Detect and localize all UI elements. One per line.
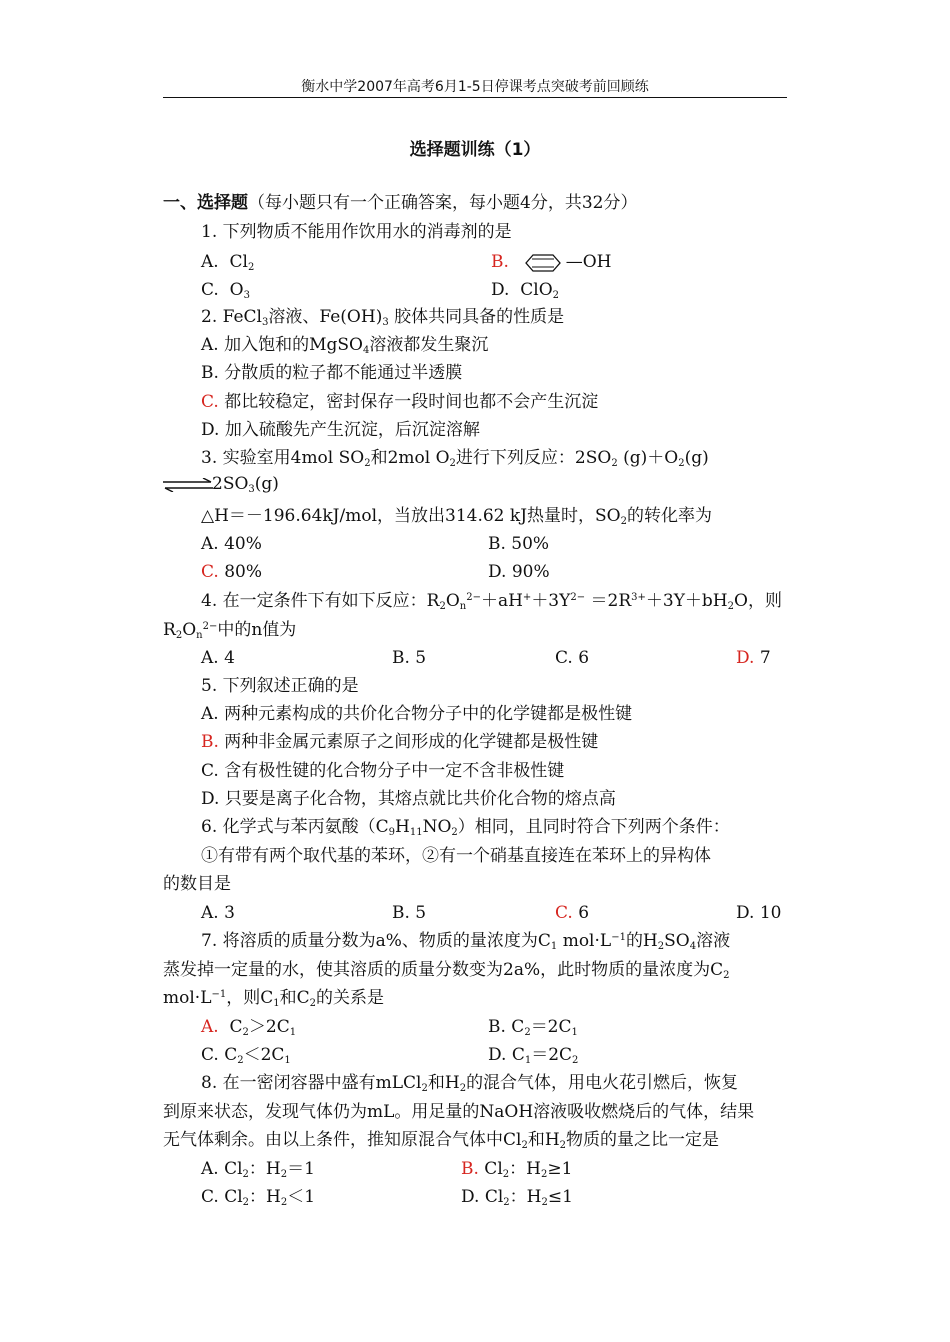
header-rule <box>163 97 787 98</box>
answer-mark: B. <box>201 732 219 752</box>
q1-option-a: A. $Cl_2$ <box>201 252 255 273</box>
section-heading <box>163 193 637 215</box>
q4-option-d: D. 7 <box>736 648 771 668</box>
section-note: （每小题只有一个正确答案，每小题4分，共32分） <box>248 193 638 213</box>
answer-mark: B. <box>461 1159 479 1179</box>
q8-stem: 8. 在一密闭容器中盛有mLCl$_2$和$H_2$的混合气体，用电火花引燃后，恢复 <box>201 1073 739 1094</box>
q3-product: $2SO_3(g)$ <box>212 474 279 495</box>
q8-option-b: B. $Cl_2$：$H_2\ge 1$ <box>461 1159 573 1180</box>
q5-stem: 5. 下列叙述正确的是 <box>201 676 359 696</box>
q2-option-d: D. 加入硫酸先产生沉淀，后沉淀溶解 <box>201 420 480 440</box>
q4-option-a: A. 4 <box>201 648 235 668</box>
answer-mark: C. <box>555 903 573 923</box>
q3-option-c: C. 80% <box>201 562 263 582</box>
q7-option-c: C. $C_2<2C_1$ <box>201 1045 291 1066</box>
q8-stem-line3: 无气体剩余。由以上条件，推知原混合气体中$Cl_2$和$H_2$物质的量之比一定是 <box>163 1130 720 1151</box>
q2-option-c: C. 都比较稳定，密封保存一段时间也都不会产生沉淀 <box>201 392 599 412</box>
q4-option-b: B. 5 <box>392 648 427 668</box>
q8-option-c: C. $Cl_2$：$H_2<1$ <box>201 1187 316 1208</box>
q6-stem-line2: ①有带有两个取代基的苯环，②有一个硝基直接连在苯环上的异构体 <box>201 846 711 866</box>
q3-enthalpy: △H＝－196.64kJ/mol，当放出314.62 kJ热量时，$SO_2$的转化率为 <box>201 506 712 527</box>
answer-mark: C. <box>201 392 219 412</box>
q6-option-b: B. 5 <box>392 903 427 923</box>
q6-option-a: A. 3 <box>201 903 235 923</box>
q5-option-c: C. 含有极性键的化合物分子中一定不含非极性键 <box>201 761 565 781</box>
q2-stem: 2. FeCl$_3$溶液、$Fe(OH)_3$ 胶体共同具备的性质是 <box>201 307 565 328</box>
answer-mark: A. <box>201 1017 219 1037</box>
q8-option-d: D. $Cl_2$：$H_2\le 1$ <box>461 1187 573 1208</box>
q6-option-c: C. 6 <box>555 903 590 923</box>
q8-option-a: A. $Cl_2$：$H_2=1$ <box>201 1159 315 1180</box>
q7-stem-line3: $mol\cdot L^{-1}$，则$C_1$和$C_2$的关系是 <box>163 988 385 1009</box>
answer-mark: C. <box>201 562 219 582</box>
answer-mark: B. <box>491 252 509 272</box>
equilibrium-arrow-icon <box>163 478 213 492</box>
q3-option-d: D. 90% <box>488 562 550 582</box>
q6-stem-line3: 的数目是 <box>163 874 231 894</box>
q7-option-a: A. $C_2>2C_1$ <box>201 1017 297 1038</box>
q5-option-d: D. 只要是离子化合物，其熔点就比共价化合物的熔点高 <box>201 789 616 809</box>
q2-option-a: A. 加入饱和的MgSO$_4$溶液都发生聚沉 <box>201 335 489 356</box>
q1-option-c: C. $O_3$ <box>201 280 250 301</box>
q3-option-a: A. 40% <box>201 534 262 554</box>
q8-stem-line2: 到原来状态，发现气体仍为mL。用足量的NaOH溶液吸收燃烧后的气体，结果 <box>163 1102 755 1122</box>
q1-option-b: B. —OH <box>491 252 612 272</box>
q4-option-c: C. 6 <box>555 648 590 668</box>
q7-stem: 7. 将溶质的质量分数为a%、物质的量浓度为$C_1$ $mol\cdot L^{-1}$的$H_2SO_4$溶液 <box>201 931 731 952</box>
section-label: 一、选择题 <box>163 193 248 213</box>
q5-option-a: A. 两种元素构成的共价化合物分子中的化学键都是极性键 <box>201 704 633 724</box>
q3-stem: 3. 实验室用4mol $SO_2$和2mol $O_2$进行下列反应：$2SO_2$ $(g)+O_2(g)$ <box>201 448 709 469</box>
q1-stem: 1. 下列物质不能用作饮用水的消毒剂的是 <box>201 222 512 242</box>
q6-option-d: D. 10 <box>736 903 782 923</box>
q4-stem: 4. 在一定条件下有如下反应：$R_2O_n^{2-}+aH^++3Y^{2-} =2R^{3+}+3Y+bH_2O$，则 <box>201 591 782 612</box>
q6-stem: 6. 化学式与苯丙氨酸$(C_9H_{11}NO_2)$相同，且同时符合下列两个条件： <box>201 817 730 838</box>
q5-option-b: B. 两种非金属元素原子之间形成的化学键都是极性键 <box>201 732 599 752</box>
q4-stem-line2: $R_2O_n^{2-}$中的n值为 <box>163 620 297 641</box>
q7-option-d: D. $C_1=2C_2$ <box>488 1045 579 1066</box>
q7-stem-line2: 蒸发掉一定量的水，使其溶质的质量分数变为2a%，此时物质的量浓度为$C_2$ <box>163 960 730 981</box>
page-title: 选择题训练（1） <box>409 140 541 160</box>
q7-option-b: B. $C_2=2C_1$ <box>488 1017 578 1038</box>
answer-mark: D. <box>736 648 755 668</box>
q1-option-d: D. ClO$_2$ <box>491 280 560 301</box>
q3-option-b: B. 50% <box>488 534 550 554</box>
benzene-ring-icon <box>520 253 566 273</box>
page-header: 衡水中学2007年高考6月1-5日停课考点突破考前回顾练 <box>301 79 649 95</box>
q2-option-b: B. 分散质的粒子都不能通过半透膜 <box>201 363 463 383</box>
